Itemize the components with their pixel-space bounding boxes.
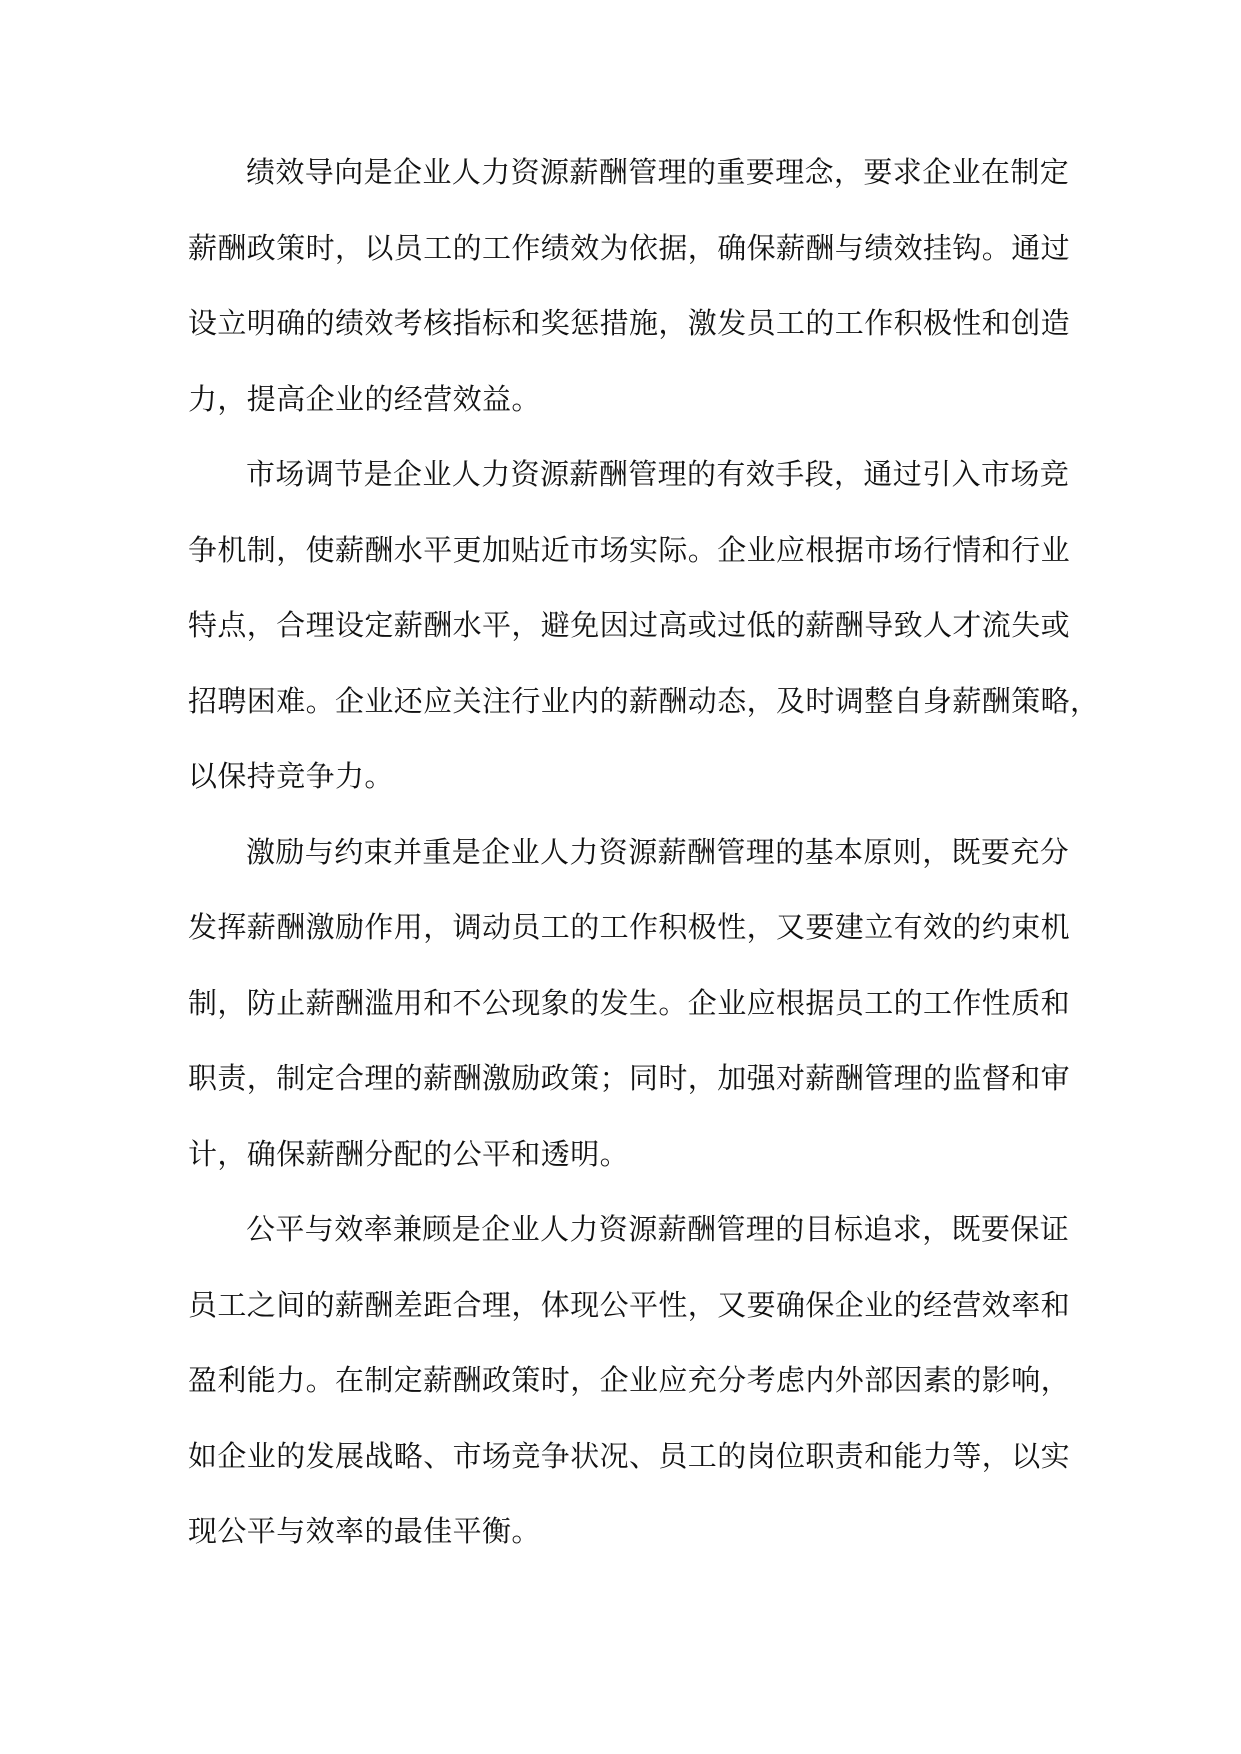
paragraph-fairness-and-efficiency xyxy=(188,1192,1071,1570)
document-body xyxy=(188,135,1100,1570)
text-line: 争机制，使薪酬水平更加贴近市场实际。企业应根据市场行情和行业 xyxy=(188,532,1071,567)
text-line: 市场调节是企业人力资源薪酬管理的有效手段，通过引入市场竞 xyxy=(246,457,1070,491)
text-line: 以保持竞争力。 xyxy=(188,759,394,793)
text-line: 如企业的发展战略、市场竞争状况、员工的岗位职责和能力等，以实 xyxy=(188,1438,1071,1473)
text-line: 特点，合理设定薪酬水平，避免因过高或过低的薪酬导致人才流失或 xyxy=(188,608,1071,642)
text-line: 发挥薪酬激励作用，调动员工的工作积极性，又要建立有效的约束机 xyxy=(188,910,1071,944)
text-line: 绩效导向是企业人力资源薪酬管理的重要理念，要求企业在制定 xyxy=(246,155,1070,189)
text-line: 公平与效率兼顾是企业人力资源薪酬管理的目标追求，既要保证 xyxy=(246,1212,1070,1246)
text-line: 计，确保薪酬分配的公平和透明。 xyxy=(188,1136,630,1171)
text-line: 职责，制定合理的薪酬激励政策；同时，加强对薪酬管理的监督和审 xyxy=(188,1061,1071,1095)
text-line: 现公平与效率的最佳平衡。 xyxy=(188,1514,541,1548)
text-line: 制，防止薪酬滥用和不公现象的发生。企业应根据员工的工作性质和 xyxy=(188,985,1071,1020)
text-line: 激励与约束并重是企业人力资源薪酬管理的基本原则，既要充分 xyxy=(246,834,1070,869)
text-line: 薪酬政策时，以员工的工作绩效为依据，确保薪酬与绩效挂钩。通过 xyxy=(188,230,1071,265)
paragraph-performance-orientation xyxy=(188,135,1071,437)
text-line: 招聘困难。企业还应关注行业内的薪酬动态，及时调整自身薪酬策略， xyxy=(188,683,1100,718)
paragraph-market-regulation xyxy=(188,437,1100,815)
paragraph-incentive-and-constraint xyxy=(188,815,1071,1193)
text-line: 员工之间的薪酬差距合理，体现公平性，又要确保企业的经营效率和 xyxy=(188,1287,1071,1322)
text-line: 设立明确的绩效考核指标和奖惩措施，激发员工的工作积极性和创造 xyxy=(188,306,1071,340)
text-line: 力，提高企业的经营效益。 xyxy=(188,381,541,416)
text-line: 盈利能力。在制定薪酬政策时，企业应充分考虑内外部因素的影响， xyxy=(188,1363,1071,1397)
